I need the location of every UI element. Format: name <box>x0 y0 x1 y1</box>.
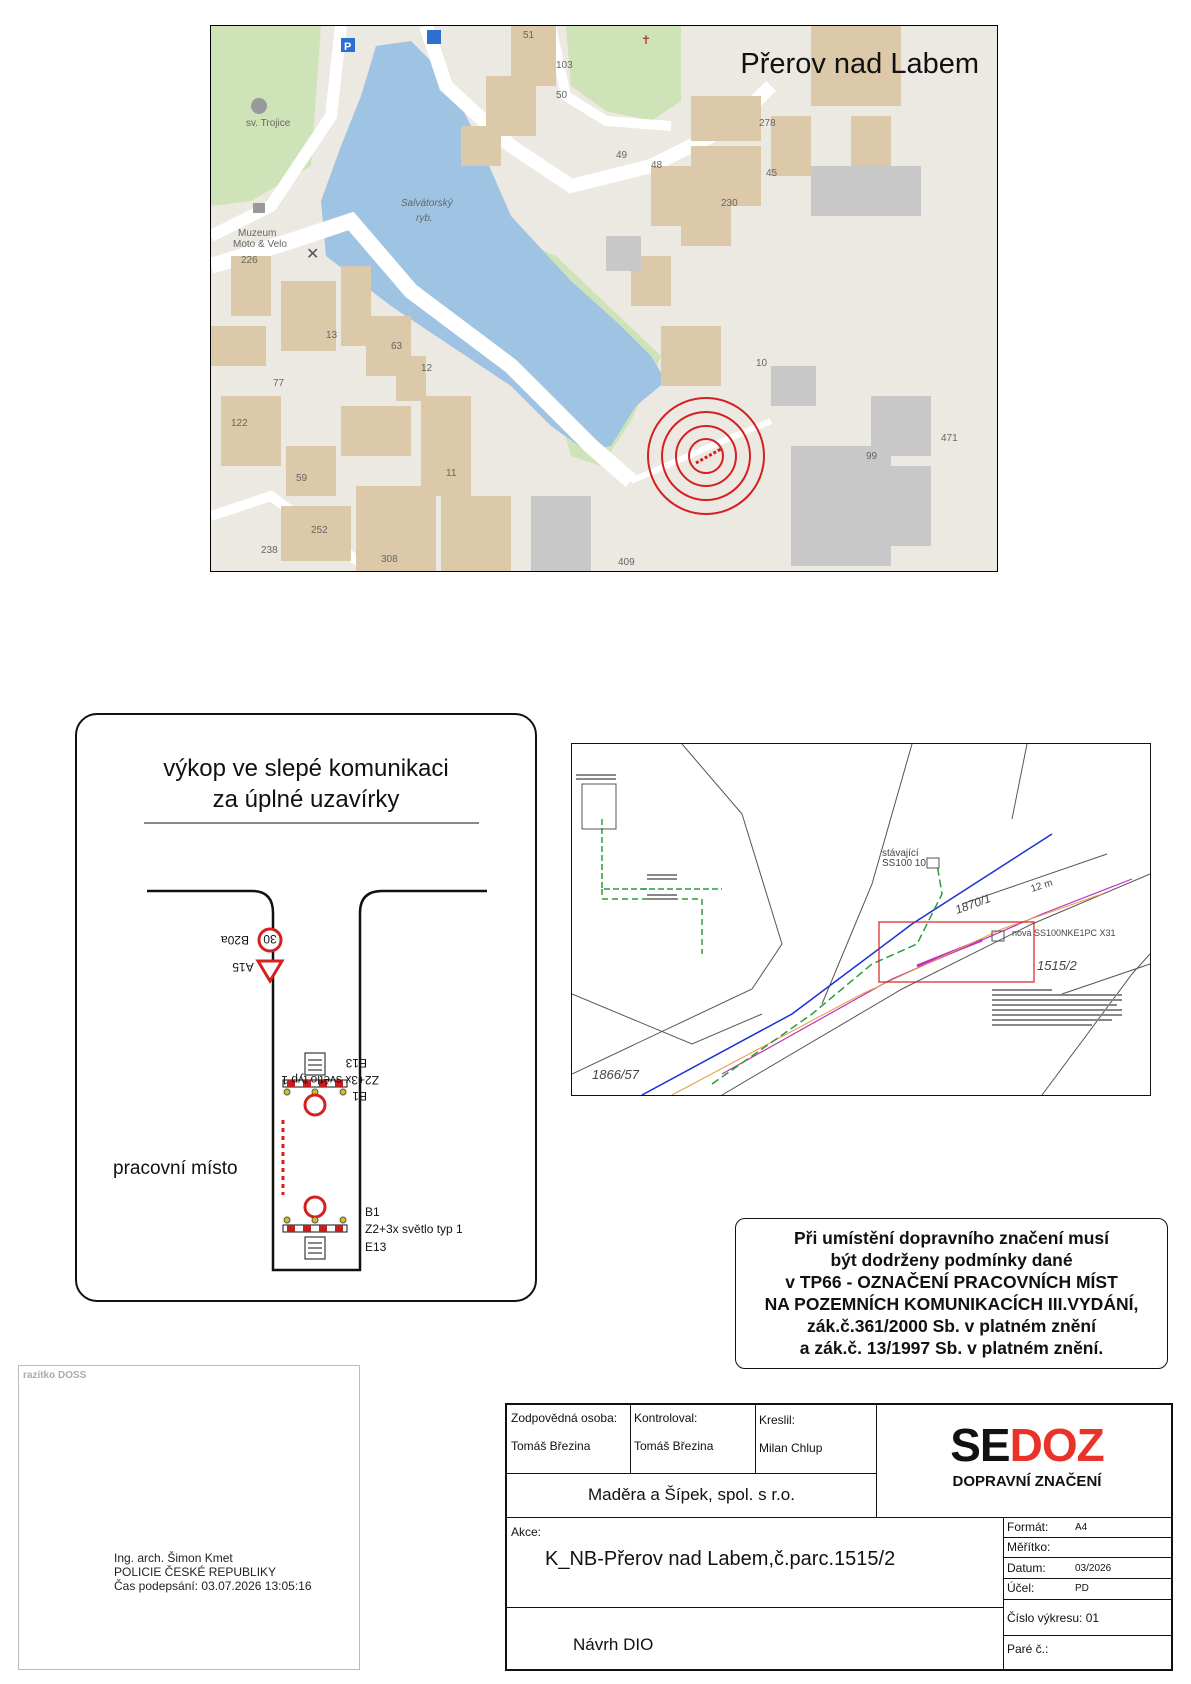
draw-value: Milan Chlup <box>759 1441 823 1455</box>
map-label: 252 <box>311 525 328 536</box>
map-label: 12 <box>421 363 433 374</box>
map-label: ryb. <box>416 213 433 224</box>
map-label: 49 <box>616 150 628 161</box>
tb-divider <box>755 1405 756 1473</box>
map-label: 11 <box>446 468 457 479</box>
date-label: Datum: <box>1007 1561 1046 1575</box>
map-label: Salvátorský <box>401 198 453 209</box>
ss100-label: SS100 10 <box>882 858 926 869</box>
logo-part-oz: OZ <box>1041 1419 1104 1471</box>
notice-line: Při umístění dopravního značení musí <box>793 1228 1110 1248</box>
resp-value: Tomáš Březina <box>511 1439 591 1453</box>
scheme-title-line1: výkop ve slepé komunikaci <box>163 755 449 782</box>
map-label: 77 <box>273 378 285 389</box>
action-value: K_NB-Přerov nad Labem,č.parc.1515/2 <box>545 1548 896 1570</box>
map-label: 99 <box>866 451 878 462</box>
tb-divider <box>1003 1578 1171 1579</box>
b20a-value: 30 <box>263 932 277 946</box>
monument-icon <box>251 98 267 114</box>
map-label: 230 <box>721 198 738 209</box>
legend-note <box>576 774 677 900</box>
map-label: 278 <box>759 118 776 129</box>
signature-time: Čas podepsání: 03.07.2026 13:05:16 <box>114 1579 312 1593</box>
b20a-label: B20a <box>220 933 250 947</box>
bottom-e13-label: E13 <box>365 1240 387 1254</box>
map-label: 63 <box>391 341 403 352</box>
map-label: 50 <box>556 90 568 101</box>
new-box-label: nová SS100NKE1PC X31 <box>1012 928 1116 938</box>
distance-label: 12 m <box>1029 877 1055 895</box>
tb-divider <box>1003 1599 1171 1600</box>
map-label: 10 <box>756 358 768 369</box>
logo-part-se: SE <box>950 1419 1010 1471</box>
tb-divider <box>876 1405 877 1517</box>
draw-label: Kreslil: <box>759 1413 796 1427</box>
map-label: 471 <box>941 433 958 444</box>
notice-line: NA POZEMNÍCH KOMUNIKACÍCH III.VYDÁNÍ, <box>764 1294 1139 1314</box>
scheme-title-line2: za úplné uzavírky <box>212 786 400 813</box>
tb-divider <box>507 1517 1171 1518</box>
scheme-drawing <box>77 715 535 1300</box>
a15-sign <box>232 960 282 981</box>
drawing-value: 01 <box>1085 1611 1100 1625</box>
map-label: 122 <box>231 418 248 429</box>
client-name: Maděra a Šípek, spol. s r.o. <box>588 1485 795 1504</box>
drawing-number-label <box>1007 1611 1099 1625</box>
notice-line: v TP66 - OZNAČENÍ PRACOVNÍCH MÍST <box>785 1272 1118 1292</box>
logo-subtitle: DOPRAVNÍ ZNAČENÍ <box>952 1473 1102 1490</box>
logo-wordmark <box>917 1421 1137 1469</box>
technical-note <box>992 989 1122 1026</box>
museum-icon <box>253 203 265 213</box>
tb-divider <box>507 1473 876 1474</box>
location-map <box>210 25 998 572</box>
existing-label: stávající <box>882 848 919 859</box>
parking-icon-glyph: P <box>344 41 352 53</box>
map-label: 238 <box>261 545 278 556</box>
tb-divider <box>1003 1517 1004 1669</box>
stamp-label: razítko DOSS <box>23 1370 87 1381</box>
distribution-box <box>582 784 616 829</box>
existing-box-symbol <box>927 858 939 868</box>
top-e13-label: E13 <box>345 1056 367 1070</box>
top-b1-label: B1 <box>352 1089 367 1103</box>
tb-divider <box>1003 1635 1171 1636</box>
tb-divider <box>507 1607 1003 1608</box>
format-value: A4 <box>1075 1522 1088 1533</box>
sedoz-logo <box>917 1421 1137 1490</box>
blue-utility-line <box>642 834 1052 1095</box>
parcel-1870: 1870/1 <box>953 891 993 917</box>
top-barrier-group <box>281 1053 379 1115</box>
regulation-notice <box>735 1218 1168 1369</box>
tools-icon: ✕ <box>306 244 320 263</box>
notice-line: a zák.č. 13/1997 Sb. v platném znění. <box>799 1338 1104 1358</box>
check-label: Kontroloval: <box>634 1411 698 1425</box>
map-label: 45 <box>766 168 778 179</box>
top-z2-label: Z2+3x světlo typ 1 <box>281 1073 379 1087</box>
cad-drawing <box>572 744 1150 1095</box>
bottom-barrier-group <box>283 1197 463 1259</box>
toilet-icon <box>427 30 441 44</box>
date-value: 03/2026 <box>1075 1563 1112 1574</box>
tb-divider <box>1003 1537 1171 1538</box>
bottom-z2-label: Z2+3x světlo typ 1 <box>365 1222 463 1236</box>
map-canvas <box>211 26 997 571</box>
map-label: 409 <box>618 557 635 568</box>
map-label: 226 <box>241 255 258 266</box>
map-title: Přerov nad Labem <box>740 48 979 80</box>
drawing-name: Návrh DIO <box>573 1635 654 1654</box>
tb-divider <box>630 1405 631 1473</box>
resp-label: Zodpovědná osoba: <box>511 1411 618 1425</box>
action-label: Akce: <box>511 1525 542 1539</box>
logo-part-d: D <box>1009 1419 1042 1471</box>
traffic-scheme-panel <box>75 713 537 1302</box>
map-label: Moto & Velo <box>233 239 287 250</box>
map-label: Muzeum <box>238 228 277 239</box>
map-label: 59 <box>296 473 308 484</box>
scale-label: Měřítko: <box>1007 1540 1051 1554</box>
purpose-value: PD <box>1075 1583 1089 1594</box>
copy-label: Paré č.: <box>1007 1642 1049 1656</box>
notice-line: zák.č.361/2000 Sb. v platném znění <box>807 1316 1096 1336</box>
map-label: sv. Trojice <box>246 118 291 129</box>
map-label: 48 <box>651 160 663 171</box>
tb-divider <box>1003 1557 1171 1558</box>
signer-org: POLICIE ČESKÉ REPUBLIKY <box>114 1565 277 1579</box>
map-label: 13 <box>326 330 338 341</box>
signer-name: Ing. arch. Šimon Kmet <box>114 1551 233 1565</box>
map-label: 51 <box>523 30 535 41</box>
a15-label: A15 <box>232 960 254 974</box>
format-label: Formát: <box>1007 1520 1049 1534</box>
parcel-1866: 1866/57 <box>592 1067 639 1082</box>
purpose-label: Účel: <box>1007 1581 1035 1595</box>
work-place-label: pracovní místo <box>113 1158 238 1179</box>
notice-line: být dodrženy podmínky dané <box>830 1250 1073 1270</box>
check-value: Tomáš Březina <box>634 1439 714 1453</box>
doss-stamp-box <box>18 1365 360 1670</box>
church-icon: ✝ <box>641 33 652 47</box>
map-label: 308 <box>381 554 398 565</box>
b20a-sign <box>221 929 281 951</box>
title-block <box>505 1403 1173 1671</box>
parcel-lines <box>572 744 1150 1095</box>
signature-block <box>114 1551 312 1593</box>
bottom-b1-label: B1 <box>365 1205 380 1219</box>
cad-situation <box>571 743 1151 1096</box>
parcel-1515: 1515/2 <box>1037 958 1077 973</box>
map-label: 103 <box>556 60 573 71</box>
drawing-label: Číslo výkresu: <box>1007 1611 1083 1625</box>
